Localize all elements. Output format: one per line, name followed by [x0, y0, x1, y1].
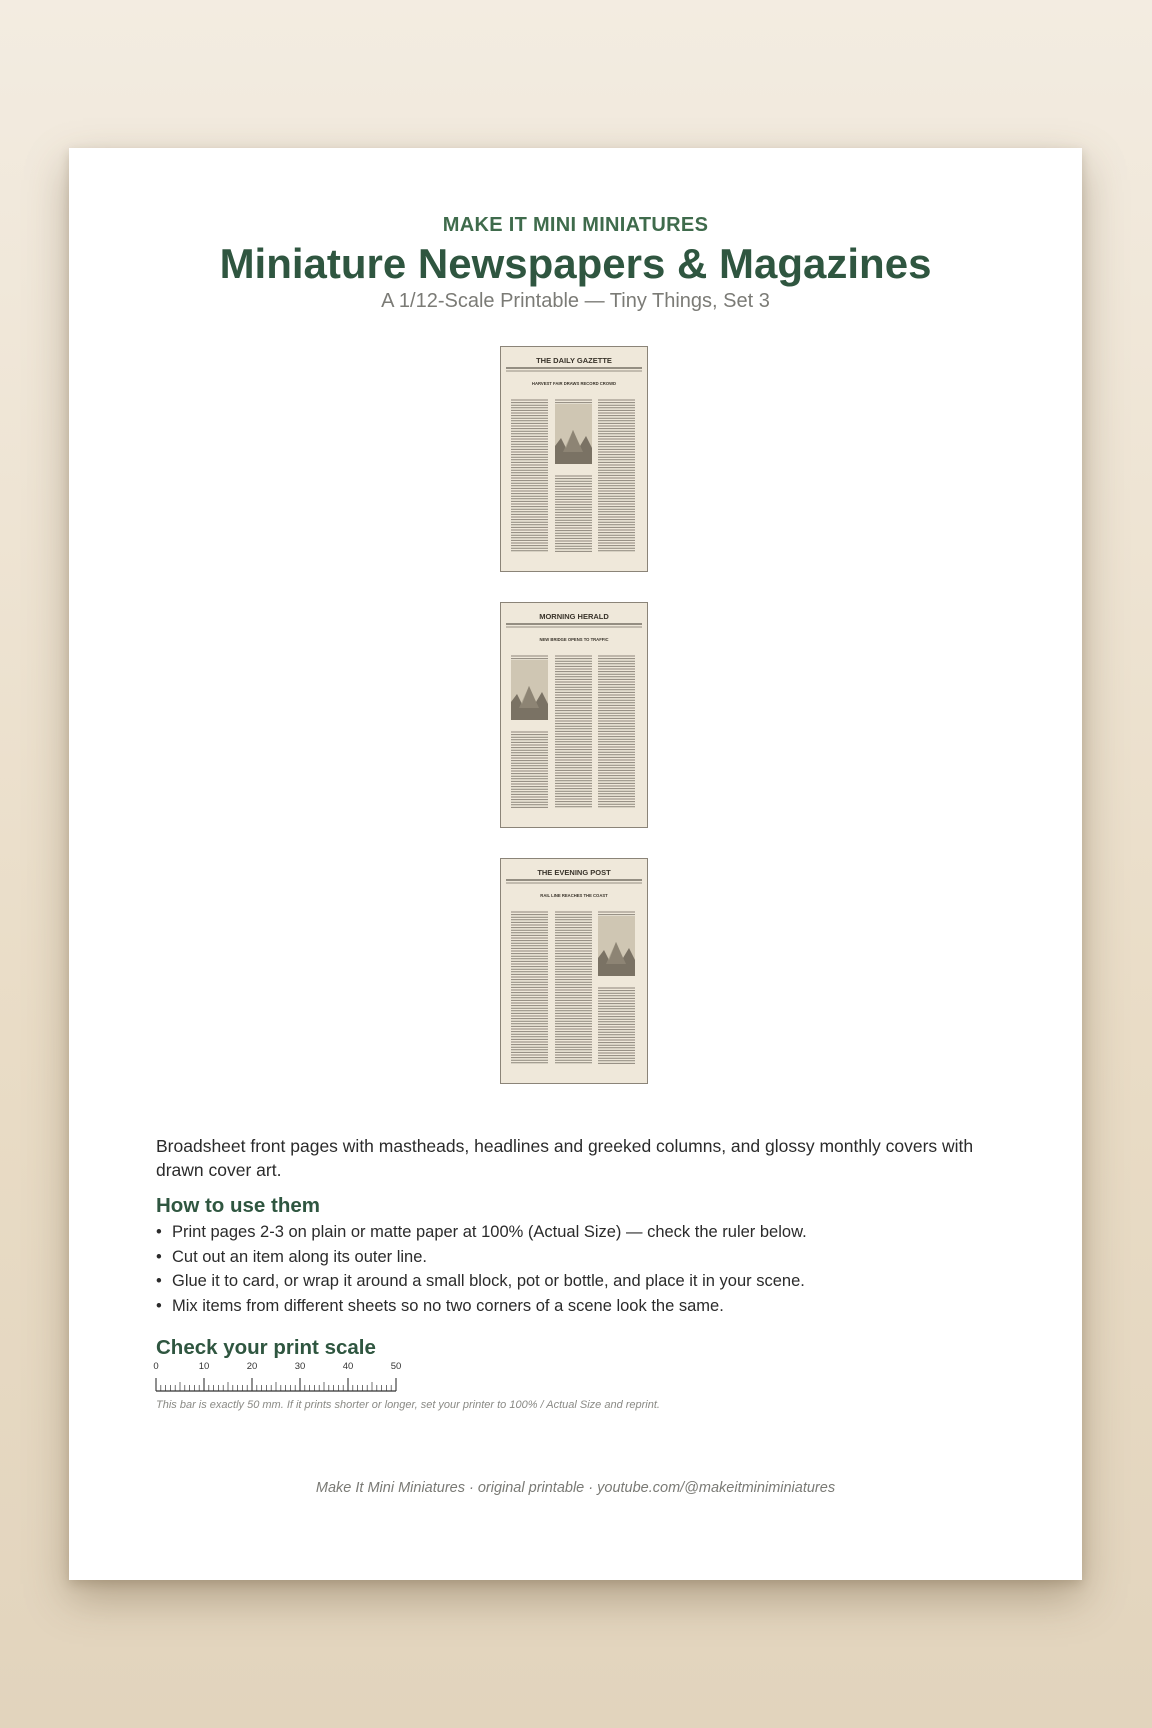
step-text: Glue it to card, or wrap it around a small block, pot or bottle, and place it in your scene. [172, 1272, 805, 1290]
ruler-label: 30 [294, 1361, 306, 1372]
scale-note: This bar is exactly 50 mm. If it prints shorter or longer, set your printer to 100% / Actual Size and reprint. [156, 1399, 660, 1411]
bullet: • [156, 1247, 162, 1266]
ruler-graphic [153, 1360, 403, 1394]
page-subtitle: A 1/12-Scale Printable — Tiny Things, Set 3 [381, 290, 770, 312]
newspaper-2 [500, 602, 648, 828]
step-text: Print pages 2-3 on plain or matte paper at 100% (Actual Size) — check the ruler below. [172, 1223, 807, 1241]
scale-ruler [153, 1360, 403, 1399]
how-to-list [156, 1220, 807, 1318]
newspaper-masthead: MORNING HERALD [539, 612, 609, 621]
bullet: • [156, 1296, 162, 1315]
bullet: • [156, 1223, 162, 1241]
list-item [156, 1269, 807, 1294]
newspaper-headline: NEW BRIDGE OPENS TO TRAFFIC [539, 637, 609, 642]
newspaper-3 [500, 858, 648, 1084]
list-item [156, 1294, 807, 1319]
step-text: Mix items from different sheets so no two corners of a scene look the same. [172, 1296, 724, 1315]
brand-name: MAKE IT MINI MINIATURES [442, 214, 709, 236]
ruler-label: 0 [153, 1361, 159, 1372]
step-text: Cut out an item along its outer line. [172, 1247, 427, 1266]
bullet: • [156, 1272, 162, 1290]
newspaper-headline: RAIL LINE REACHES THE COAST [540, 893, 608, 898]
newspaper-1 [500, 346, 648, 572]
ruler-label: 40 [342, 1361, 354, 1372]
printable-sheet [69, 148, 1082, 1580]
how-to-heading: How to use them [156, 1194, 321, 1217]
page-title: Miniature Newspapers & Magazines [219, 240, 932, 287]
newspaper-masthead: THE EVENING POST [537, 868, 611, 877]
ruler-label: 10 [198, 1361, 210, 1372]
newspaper-masthead: THE DAILY GAZETTE [536, 356, 612, 365]
list-item [156, 1220, 807, 1245]
scale-check-heading: Check your print scale [156, 1336, 376, 1359]
ruler-label: 20 [246, 1361, 258, 1372]
footer-credit: Make It Mini Miniatures · original printable · youtube.com/@makeitminiminiatures [315, 1480, 836, 1496]
ruler-label: 50 [390, 1361, 402, 1372]
description: Broadsheet front pages with mastheads, headlines and greeked columns, and glossy monthly covers with drawn cover art. [156, 1136, 974, 1180]
list-item [156, 1245, 807, 1270]
newspaper-headline: HARVEST FAIR DRAWS RECORD CROWD [531, 381, 617, 386]
